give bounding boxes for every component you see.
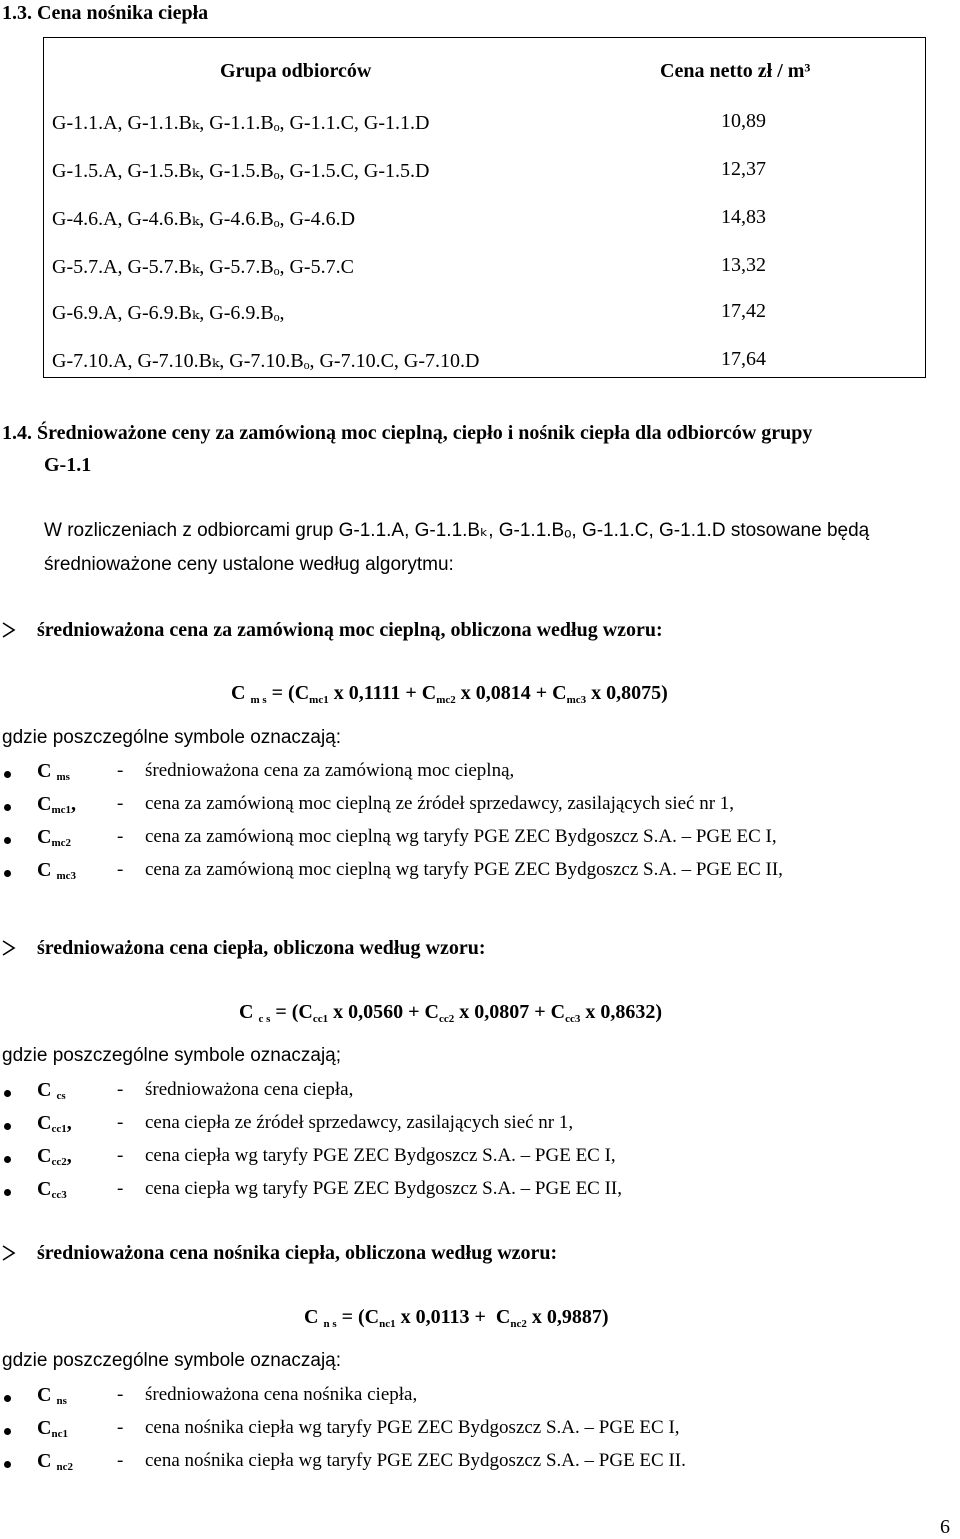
table-row-group: G-7.10.A, G-7.10.Bₖ, G-7.10.Bₒ, G-7.10.C, G-7.10.D <box>52 350 480 372</box>
table-row-price: 17,42 <box>721 300 766 322</box>
symbol-description: średnioważona cena ciepła, <box>145 1079 354 1100</box>
symbol-cnc2: C $_{nc2}$ <box>37 1450 73 1473</box>
where-text-nosnik: gdzie poszczególne symbole oznaczają: <box>2 1350 342 1371</box>
bullet-dot-icon <box>4 837 11 844</box>
dash: - <box>117 1178 124 1199</box>
symbol-ccc3: $C_{cc3}$ <box>37 1178 67 1201</box>
table-row-price: 17,64 <box>721 348 766 370</box>
page-number: 6 <box>940 1516 950 1538</box>
symbol-cmc1: $C_{mc1}$, <box>37 793 76 816</box>
section-heading-1-4-cont: G-1.1 <box>44 454 92 476</box>
table-row-group: G-1.1.A, G-1.1.Bₖ, G-1.1.Bₒ, G-1.1.C, G-1.1.D <box>52 112 430 134</box>
bullet-dot-icon <box>4 1189 11 1196</box>
symbol-ccc1: $C_{cc1}$, <box>37 1112 72 1135</box>
bullet-dot-icon <box>4 1428 11 1435</box>
section-heading-1-4: 1.4. Średnioważone ceny za zamówioną moc cieplną, ciepło i nośnik ciepła dla odbiorców grupy <box>2 422 813 444</box>
table-row-price: 12,37 <box>721 158 766 180</box>
bullet-dot-icon <box>4 1123 11 1130</box>
price-table <box>43 37 926 378</box>
bullet-dot-icon <box>4 771 11 778</box>
arrow-bullet-icon <box>2 622 16 641</box>
symbol-cmc2: $C_{mc2}$ <box>37 826 71 849</box>
dash: - <box>117 1145 124 1166</box>
symbol-ccc2: $C_{cc2}$, <box>37 1145 72 1168</box>
dash: - <box>117 859 124 880</box>
bullet-dot-icon <box>4 1395 11 1402</box>
bullet-dot-icon <box>4 1090 11 1097</box>
symbol-cnc1: $C_{nc1}$ <box>37 1417 68 1440</box>
table-header-price: Cena netto zł / m³ <box>660 60 811 82</box>
dash: - <box>117 1450 124 1471</box>
symbol-ccs: C $_{cs}$ <box>37 1079 66 1102</box>
symbol-description: cena za zamówioną moc cieplną wg taryfy PGE ZEC Bydgoszcz S.A. – PGE EC I, <box>145 826 777 847</box>
symbol-cms: C $_{ms}$ <box>37 760 70 783</box>
symbol-description: cena ciepła wg taryfy PGE ZEC Bydgoszcz S.A. – PGE EC II, <box>145 1178 623 1199</box>
block-heading-cieplo: średnioważona cena ciepła, obliczona według wzoru: <box>37 937 486 959</box>
table-row-group: G-1.5.A, G-1.5.Bₖ, G-1.5.Bₒ, G-1.5.C, G-1.5.D <box>52 160 430 182</box>
symbol-description: cena nośnika ciepła wg taryfy PGE ZEC Bydgoszcz S.A. – PGE EC II. <box>145 1450 686 1471</box>
dash: - <box>117 1079 124 1100</box>
dash: - <box>117 1384 124 1405</box>
section-heading-1-3: 1.3. Cena nośnika ciepła <box>2 2 209 24</box>
arrow-bullet-icon <box>2 940 16 959</box>
symbol-description: cena nośnika ciepła wg taryfy PGE ZEC Bydgoszcz S.A. – PGE EC I, <box>145 1417 680 1438</box>
dash: - <box>117 826 124 847</box>
dash: - <box>117 793 124 814</box>
dash: - <box>117 760 124 781</box>
intro-text-line2: średnioważone ceny ustalone według algorytmu: <box>44 554 454 575</box>
formula-nosnik: C $_{n s} = (C_{nc1}$ x $0,0113 + C_{nc2}$ x 0,9887) <box>304 1306 609 1330</box>
formula-cieplo: C $_{c s} = (C_{cc1}$ x $0,0560 + C_{cc2}$ x $0,0807 + C_{cc3}$ x 0,8632) <box>239 1001 663 1025</box>
table-row-group: G-5.7.A, G-5.7.Bₖ, G-5.7.Bₒ, G-5.7.C <box>52 256 354 278</box>
table-row-price: 10,89 <box>721 110 766 132</box>
bullet-dot-icon <box>4 804 11 811</box>
dash: - <box>117 1112 124 1133</box>
block-heading-moc: średnioważona cena za zamówioną moc cieplną, obliczona według wzoru: <box>37 619 663 641</box>
symbol-description: cena za zamówioną moc cieplną ze źródeł sprzedawcy, zasilających sieć nr 1, <box>145 793 735 814</box>
table-row-group: G-4.6.A, G-4.6.Bₖ, G-4.6.Bₒ, G-4.6.D <box>52 208 356 230</box>
formula-moc: C $_{m s} = (C_{mc1}$ x $0,1111 + C_{mc2}$ x $0,0814 + C_{mc3}$ x 0,8075) <box>231 682 668 706</box>
symbol-cns: C $_{ns}$ <box>37 1384 67 1407</box>
intro-text-line1: W rozliczeniach z odbiorcami grup G-1.1.A, G-1.1.Bₖ, G-1.1.Bₒ, G-1.1.C, G-1.1.D stosowane będą <box>44 520 870 541</box>
table-row-group: G-6.9.A, G-6.9.Bₖ, G-6.9.Bₒ, <box>52 302 285 324</box>
symbol-description: średnioważona cena nośnika ciepła, <box>145 1384 418 1405</box>
table-row-price: 14,83 <box>721 206 766 228</box>
block-heading-nosnik: średnioważona cena nośnika ciepła, obliczona według wzoru: <box>37 1242 558 1264</box>
bullet-dot-icon <box>4 1461 11 1468</box>
symbol-description: cena ciepła ze źródeł sprzedawcy, zasilających sieć nr 1, <box>145 1112 574 1133</box>
arrow-bullet-icon <box>2 1245 16 1264</box>
symbol-description: cena ciepła wg taryfy PGE ZEC Bydgoszcz S.A. – PGE EC I, <box>145 1145 616 1166</box>
bullet-dot-icon <box>4 870 11 877</box>
where-text-cieplo: gdzie poszczególne symbole oznaczają; <box>2 1045 342 1066</box>
table-header-group: Grupa odbiorców <box>220 60 372 82</box>
table-row-price: 13,32 <box>721 254 766 276</box>
bullet-dot-icon <box>4 1156 11 1163</box>
where-text-moc: gdzie poszczególne symbole oznaczają: <box>2 727 342 748</box>
symbol-cmc3: C $_{mc3}$ <box>37 859 76 882</box>
symbol-description: średnioważona cena za zamówioną moc cieplną, <box>145 760 515 781</box>
symbol-description: cena za zamówioną moc cieplną wg taryfy PGE ZEC Bydgoszcz S.A. – PGE EC II, <box>145 859 783 880</box>
dash: - <box>117 1417 124 1438</box>
